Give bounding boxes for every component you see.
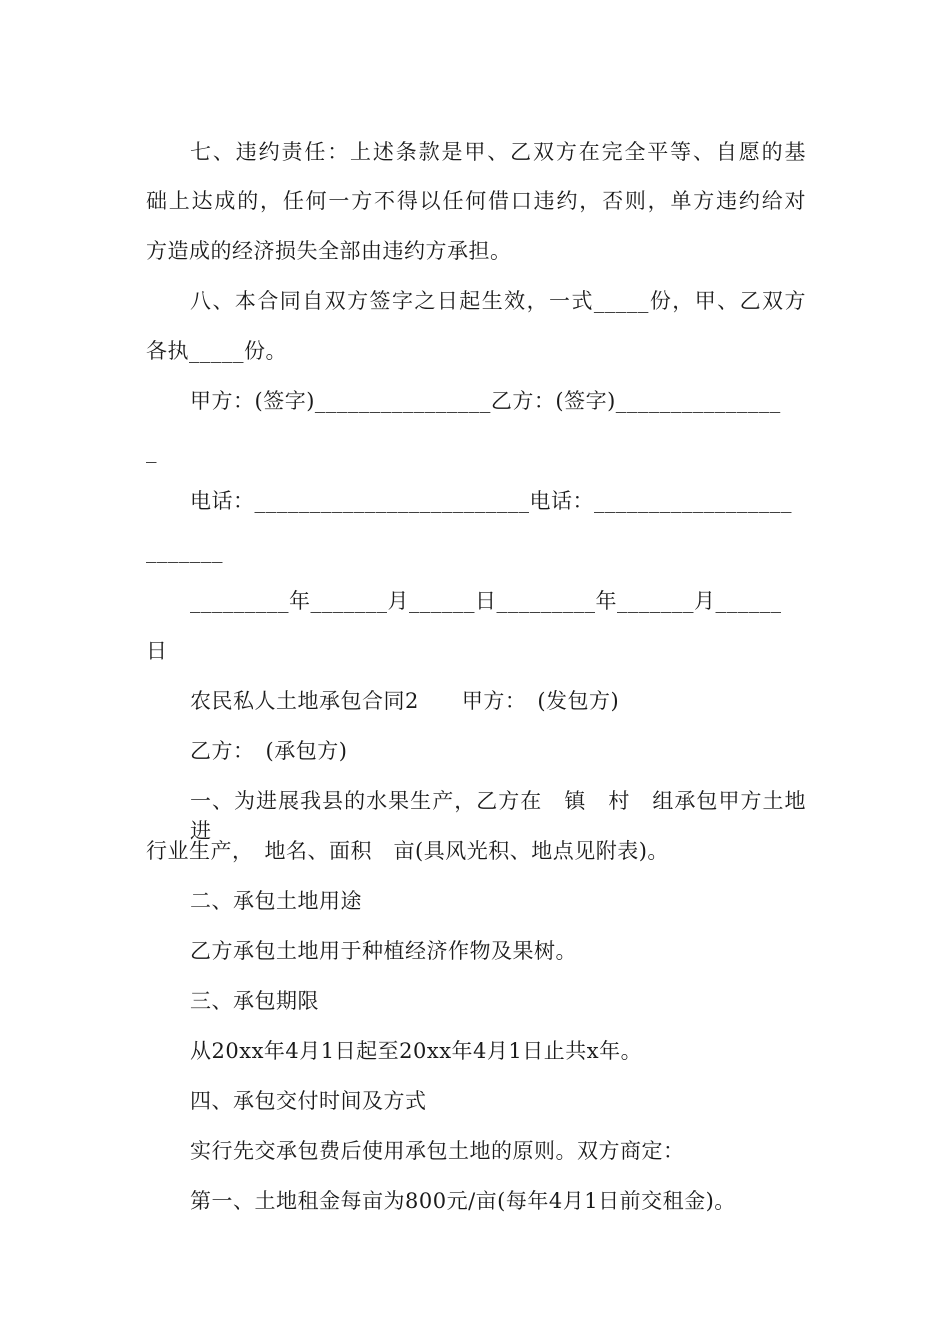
clause-1-line-1: 一、为进展我县的水果生产，乙方在 镇 村 组承包甲方土地进 xyxy=(190,789,806,843)
phone-line-wrap: _______ xyxy=(146,539,223,563)
contract-2-title: 农民私人土地承包合同2 甲方： (发包方) xyxy=(190,689,620,713)
clause-1-line-2: 行业生产， 地名、面积 亩(具风光积、地点见附表)。 xyxy=(146,839,669,863)
party-b-line: 乙方： (承包方) xyxy=(190,739,348,763)
clause-2-heading: 二、承包土地用途 xyxy=(190,889,362,913)
signature-line-wrap: _ xyxy=(146,439,157,463)
clause-4-body: 实行先交承包费后使用承包土地的原则。双方商定： xyxy=(190,1139,685,1163)
phone-line: 电话：_________________________电话：__________________ xyxy=(190,489,792,513)
clause-4-heading: 四、承包交付时间及方式 xyxy=(190,1089,427,1113)
clause-8-line-2: 各执_____份。 xyxy=(146,339,287,363)
signature-line: 甲方：(签字)________________乙方：(签字)_______________ xyxy=(190,389,781,413)
clause-8-line-1: 八、本合同自双方签字之日起生效，一式_____份，甲、乙双方 xyxy=(190,289,806,313)
clause-2-body: 乙方承包土地用于种植经济作物及果树。 xyxy=(190,939,577,963)
date-line-wrap: 日 xyxy=(146,639,168,663)
clause-7-line-2: 础上达成的，任何一方不得以任何借口违约，否则，单方违约给对 xyxy=(146,189,806,213)
clause-3-body: 从20xx年4月1日起至20xx年4月1日止共x年。 xyxy=(190,1039,643,1063)
clause-4-rent: 第一、土地租金每亩为800元/亩(每年4月1日前交租金)。 xyxy=(190,1189,736,1213)
clause-7-line-1: 七、违约责任：上述条款是甲、乙双方在完全平等、自愿的基 xyxy=(190,140,806,164)
clause-3-heading: 三、承包期限 xyxy=(190,989,319,1013)
clause-7-line-3: 方造成的经济损失全部由违约方承担。 xyxy=(146,239,512,263)
date-line: _________年_______月______日_________年_______月______ xyxy=(190,589,782,613)
